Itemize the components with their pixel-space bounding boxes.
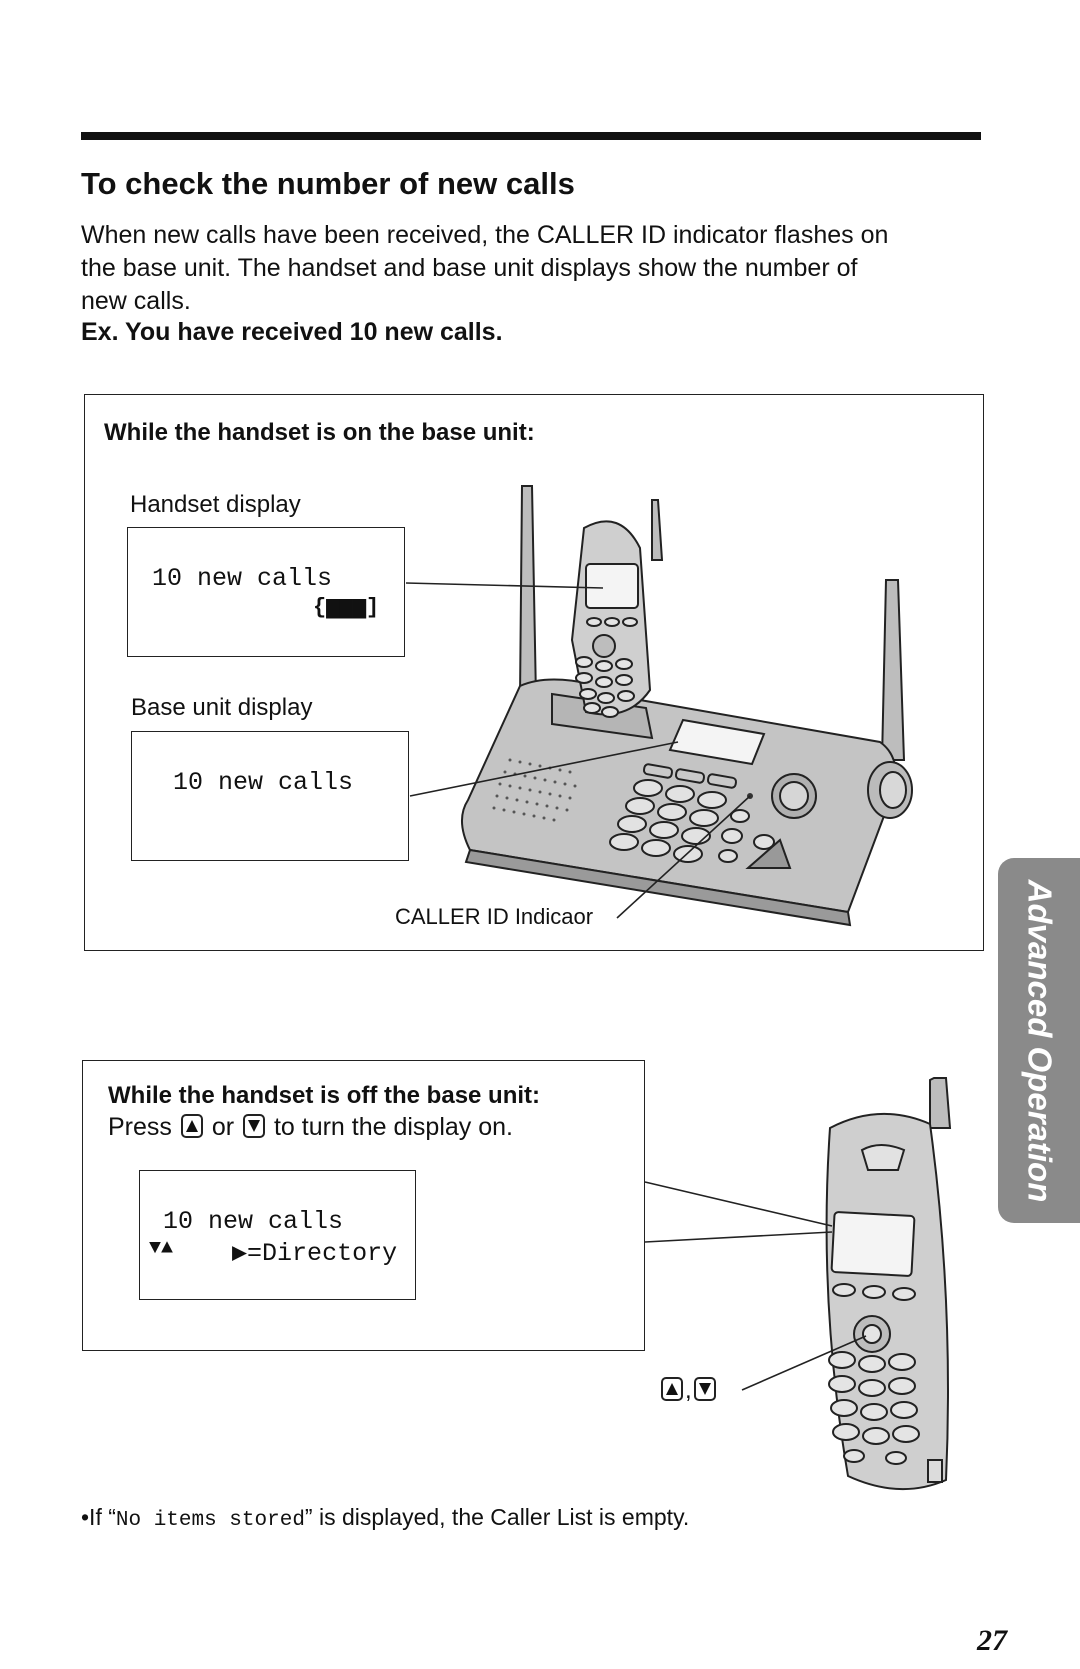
footnote-message: No items stored (115, 1509, 305, 1532)
keys-separator: , (685, 1377, 692, 1404)
down-arrow-key-icon (694, 1377, 716, 1401)
handset-display-label: Handset display (130, 491, 301, 518)
up-arrow-key-icon (661, 1377, 683, 1401)
section-side-tab (998, 858, 1080, 1223)
instruction-suffix: to turn the display on. (273, 1113, 513, 1141)
example-text: Ex. You have received 10 new calls. (81, 318, 503, 346)
base-lcd-display (131, 731, 409, 861)
footnote (81, 1504, 689, 1532)
off-base-title: While the handset is off the base unit: (108, 1082, 541, 1109)
footnote-bullet: •If “ (81, 1504, 116, 1530)
caller-id-indicator-label: CALLER ID Indicaor (395, 904, 594, 929)
off-base-lcd-line1: 10 new calls (163, 1207, 344, 1236)
down-arrow-key-icon (243, 1114, 265, 1138)
intro-line-2: the base unit. The handset and base unit displays show the number of (81, 254, 858, 282)
navigation-keys-callout (659, 1377, 718, 1405)
handset-lcd-line1: 10 new calls (152, 564, 333, 593)
intro-line-3: new calls. (81, 287, 191, 315)
up-arrow-key-icon (181, 1114, 203, 1138)
instruction-or: or (211, 1113, 235, 1141)
on-base-title: While the handset is on the base unit: (104, 419, 535, 446)
handset-lcd-display (127, 527, 405, 657)
base-display-label: Base unit display (131, 694, 313, 721)
off-base-lcd-display (139, 1170, 416, 1300)
page-number: 27 (977, 1624, 1007, 1657)
base-lcd-line1: 10 new calls (173, 768, 354, 797)
page-heading: To check the number of new calls (81, 166, 575, 201)
intro-line-1: When new calls have been received, the CALLER ID indicator flashes on (81, 221, 889, 249)
on-base-section (84, 394, 984, 951)
instruction-prefix: Press (108, 1113, 172, 1141)
footnote-rest: ” is displayed, the Caller List is empty. (304, 1504, 690, 1530)
off-base-lcd-directory: ▶=Directory (232, 1239, 398, 1268)
handset-lcd-battery: {▆▆▆] (313, 595, 380, 620)
off-base-instruction (108, 1113, 513, 1142)
off-base-lcd-arrows: ▼▲ (149, 1237, 174, 1260)
side-tab-label: Advanced Operation (1021, 879, 1059, 1202)
handset-off-base-illustration (827, 1078, 950, 1489)
